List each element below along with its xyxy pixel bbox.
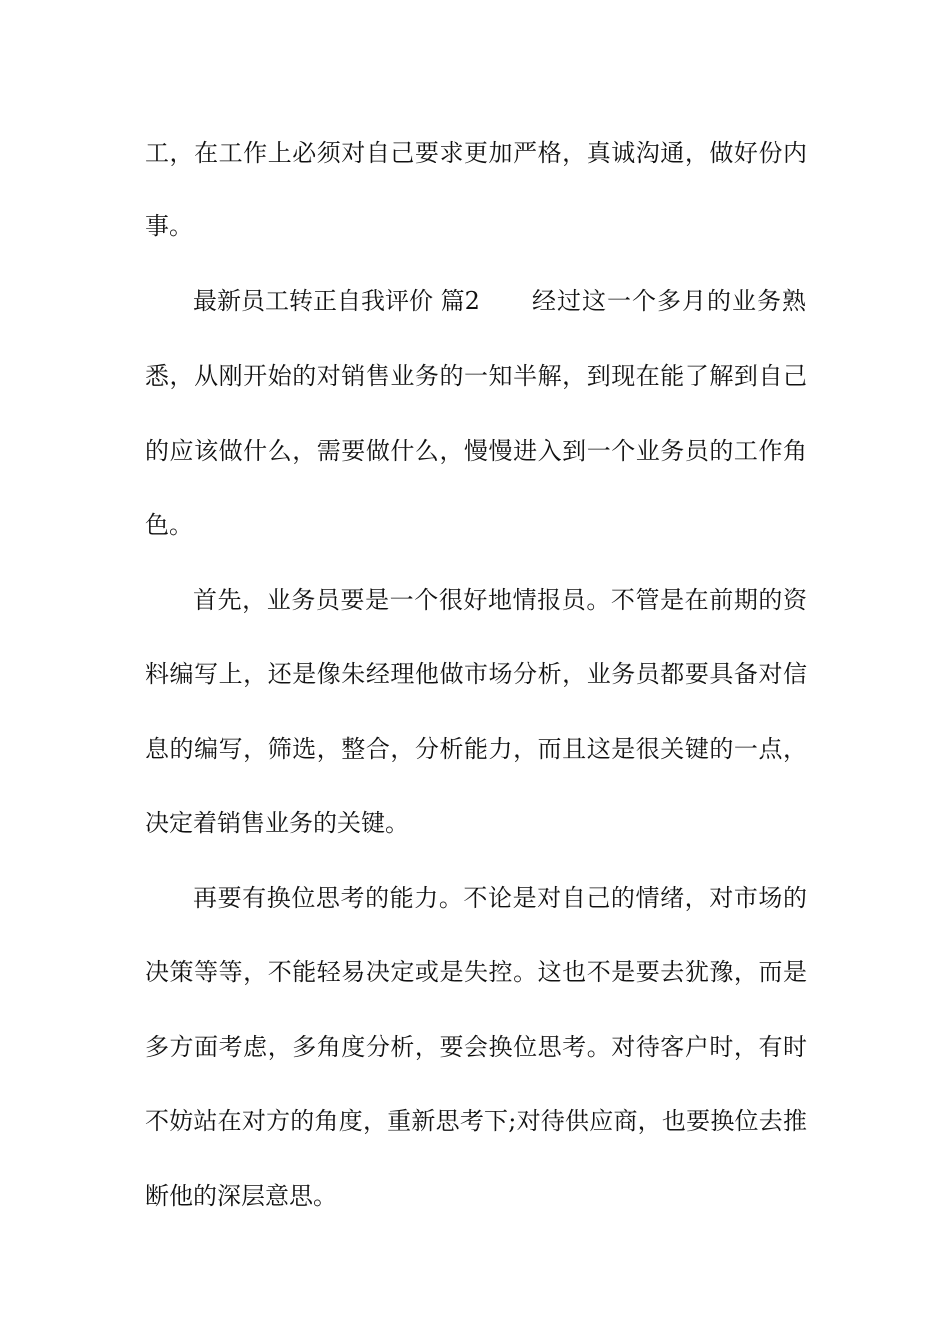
paragraph-line: 多方面考虑，多角度分析，要会换位思考。对待客户时，有时 — [145, 1033, 807, 1061]
section-heading-row — [193, 281, 807, 321]
paragraph-line: 断他的深层意思。 — [145, 1182, 337, 1210]
paragraph-line: 事。 — [145, 212, 193, 240]
paragraph-line: 色。 — [145, 511, 193, 539]
paragraph-line: 不妨站在对方的角度，重新思考下;对待供应商，也要换位去推 — [145, 1107, 807, 1135]
paragraph-line: 决策等等，不能轻易决定或是失控。这也不是要去犹豫，而是 — [145, 958, 807, 986]
paragraph-line: 决定着销售业务的关键。 — [145, 809, 409, 837]
section-heading-title: 最新员工转正自我评价 篇2 — [193, 287, 480, 315]
paragraph-line: 悉，从刚开始的对销售业务的一知半解，到现在能了解到自己 — [145, 362, 807, 390]
paragraph-line: 首先，业务员要是一个很好地情报员。不管是在前期的资 — [193, 586, 807, 614]
paragraph-line: 料编写上，还是像朱经理他做市场分析，业务员都要具备对信 — [145, 660, 807, 688]
paragraph-line: 工，在工作上必须对自己要求更加严格，真诚沟通，做好份内 — [145, 139, 807, 167]
paragraph-line: 的应该做什么，需要做什么，慢慢进入到一个业务员的工作角 — [145, 437, 807, 465]
section-heading-lead-text: 经过这一个多月的业务熟 — [532, 287, 807, 315]
paragraph-line: 息的编写，筛选，整合，分析能力，而且这是很关键的一点， — [145, 735, 807, 763]
paragraph-line: 再要有换位思考的能力。不论是对自己的情绪，对市场的 — [193, 884, 807, 912]
